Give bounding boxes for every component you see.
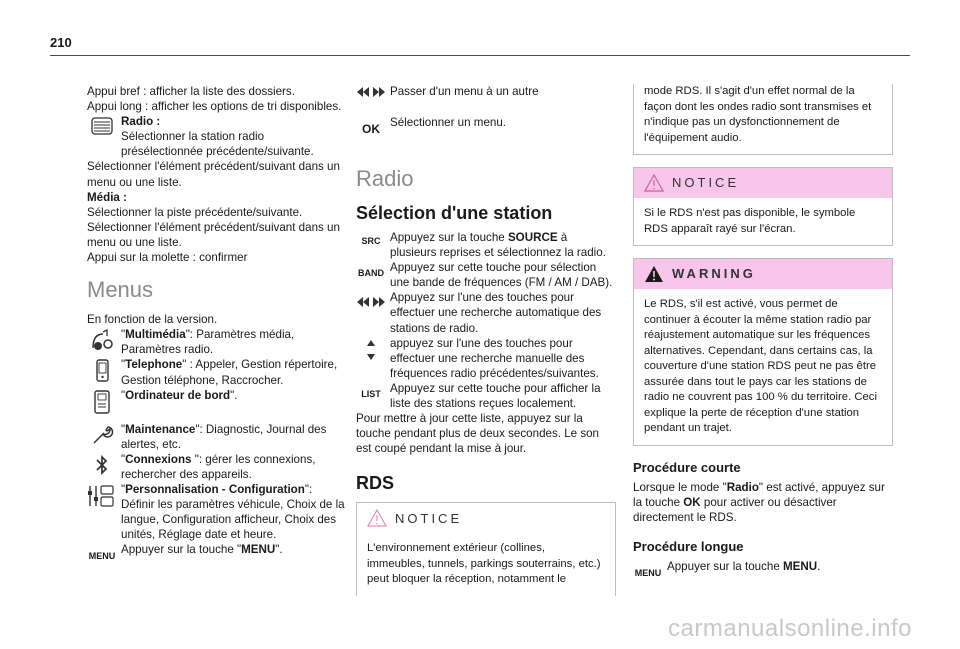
multimedia-icon xyxy=(87,328,117,352)
update-text: Pour mettre à jour cette liste, appuyez sur la touche pendant plus de deux secondes. Le son est coupé pendant la mise à jour. xyxy=(356,412,600,456)
scroll-wheel-icon xyxy=(87,115,117,139)
notice-box-continued xyxy=(633,84,893,155)
up-down-arrows-icon xyxy=(356,337,386,361)
source-key-icon: SRC xyxy=(361,236,381,246)
rds-heading: RDS xyxy=(356,473,395,494)
switch-menu-row xyxy=(356,84,616,109)
ok-text: Sélectionner un menu. xyxy=(390,116,507,129)
menu-item-connections: "Connexions ": gérer les connexions, rechercher des appareils. xyxy=(87,452,347,482)
notice-label-2: NOTICE xyxy=(672,175,740,191)
ok-key-icon: OK xyxy=(362,122,380,136)
multimedia-desc: ": Paramètres média, Paramètres radio. xyxy=(121,328,295,357)
menu-item-telephone: "Telephone" : Appeler, Gestion répertoire, Gestion téléphone, Raccrocher. xyxy=(87,357,347,387)
menu-key-icon: MENU xyxy=(88,551,116,562)
settings-panel-icon xyxy=(87,483,117,507)
source-label: SOURCE xyxy=(507,231,558,244)
page-number: 210 xyxy=(50,35,72,50)
long-procedure-row xyxy=(633,559,893,584)
telephone-label: Telephone xyxy=(125,358,183,372)
short-procedure-heading: Procédure courte xyxy=(633,459,741,475)
connections-label: Connexions xyxy=(125,452,195,466)
warning-label: WARNING xyxy=(672,266,756,282)
short-procedure-text: Lorsque le mode "Radio" est activé, appuyez sur la touche OK pour activer ou désactiver directement le RDS. xyxy=(633,480,885,524)
trip-computer-desc: ". xyxy=(230,388,238,402)
multimedia-label: Multimédia xyxy=(125,328,186,342)
seek-row xyxy=(356,290,616,335)
media-text: Sélectionner la piste précédente/suivante. xyxy=(87,205,303,219)
notice-triangle-icon xyxy=(644,174,664,192)
radio-list-text: Sélectionner l'élément précédent/suivant dans un menu ou une liste. xyxy=(87,160,340,189)
menu-key-icon-2: MENU xyxy=(634,567,662,578)
notice-rds-text: Si le RDS n'est pas disponible, le symbole RDS apparaît rayé sur l'écran. xyxy=(644,207,856,235)
bluetooth-icon xyxy=(87,453,117,477)
column-3 xyxy=(633,84,893,584)
menus-heading: Menus xyxy=(87,277,154,303)
band-key-icon: BAND xyxy=(358,268,384,279)
sort-long-press-text: Appui long : afficher les options de tri disponibles. xyxy=(87,100,342,114)
header-rule xyxy=(50,55,910,56)
notice-label: NOTICE xyxy=(395,510,463,526)
radio-text: Sélectionner la station radio présélectionnée précédente/suivante. xyxy=(121,130,314,159)
column-1 xyxy=(87,84,347,567)
switch-menu-text: Passer d'un menu à un autre xyxy=(390,85,539,98)
maintenance-desc: ": Diagnostic, Journal des alertes, etc. xyxy=(121,422,327,451)
phone-icon xyxy=(87,358,117,382)
personalisation-label: Personnalisation - Configuration xyxy=(125,482,305,496)
notice-text: L'environnement extérieur (collines, immeubles, tunnels, parkings souterrains, etc.) peut bloquer la réception, notamment le xyxy=(367,542,601,586)
personalisation-desc: ": Définir les paramètres véhicule, Choix de la langue, Configuration afficheur, Choix des unités, Réglage date et heure. xyxy=(121,482,345,542)
maintenance-label: Maintenance xyxy=(125,422,196,436)
manual-row xyxy=(356,336,616,381)
warning-icon xyxy=(644,265,664,283)
list-text: Appuyez sur cette touche pour afficher la liste des stations reçues localement. xyxy=(390,381,601,411)
long-procedure-text: Appuyer sur la touche MENU. xyxy=(667,559,821,573)
source-row: SRC Appuyez sur la touche SOURCE à plusieurs reprises et sélectionnez la radio. xyxy=(356,230,616,260)
notice-continued-text: mode RDS. Il s'agit d'un effet normal de la façon dont les ondes radio sont transmises et n'indique pas un dysfonctionnement de l'équipement audio. xyxy=(644,85,872,144)
menu-item-maintenance: "Maintenance": Diagnostic, Journal des alertes, etc. xyxy=(87,422,347,452)
wrench-icon xyxy=(87,423,117,447)
seek-arrows-icon xyxy=(356,291,386,315)
seek-text: Appuyez sur l'une des touches pour effectuer une recherche automatique des stations de radio. xyxy=(390,291,602,335)
wheel-confirm-text: Appui sur la molette : confirmer xyxy=(87,251,248,265)
menu-item-personalisation: "Personnalisation - Configuration": Définir les paramètres véhicule, Choix de la langue, Configuration afficheur, Choix des unités, Réglage date et heure. xyxy=(87,482,347,542)
wheel-radio-row xyxy=(87,114,347,159)
band-row xyxy=(356,260,616,290)
warning-text: Le RDS, s'il est activé, vous permet de continuer à écouter la même station radio par réajustement automatique sur les fréquences alternatives. Cependant, dans certains cas, la couverture d'une station RDS peut ne pas être assurée dans tout le pays car les stations de radio ne couvrent pas 100 % du territoire. Ceci explique la perte de réception d'une station pendant un trajet. xyxy=(644,298,877,434)
notice-box-rds-unavailable xyxy=(633,167,893,246)
notice-box-rds xyxy=(356,502,616,596)
band-text: Appuyez sur cette touche pour sélection une bande de fréquences (FM / AM / DAB). xyxy=(390,261,613,290)
column-2 xyxy=(356,84,616,608)
radio-heading: Radio xyxy=(356,166,414,191)
manual-text: appuyez sur l'une des touches pour effectuer une recherche manuelle des fréquences radio précédentes/suivantes. xyxy=(390,336,599,380)
folder-short-press-text: Appui bref : afficher la liste des dossiers. xyxy=(87,85,295,98)
telephone-desc: " : Appeler, Gestion répertoire, Gestion téléphone, Raccrocher. xyxy=(121,358,338,387)
warning-triangle-icon xyxy=(367,509,387,527)
long-procedure-heading: Procédure longue xyxy=(633,538,744,554)
menu-press-row: MENU Appuyer sur la touche "MENU". xyxy=(87,542,347,567)
menu-item-multimedia: "Multimédia": Paramètres média, Paramètres radio. xyxy=(87,327,347,357)
connections-desc: ": gérer les connexions, rechercher des appareils. xyxy=(121,452,316,481)
ok-row xyxy=(356,115,616,140)
trip-computer-icon xyxy=(87,389,117,413)
media-list-text: Sélectionner l'élément précédent/suivant dans un menu ou une liste. xyxy=(87,220,340,249)
version-text: En fonction de la version. xyxy=(87,313,218,327)
selection-heading: Sélection d'une station xyxy=(356,203,553,223)
radio-label: Radio : xyxy=(121,115,161,129)
list-key-icon: LIST xyxy=(361,388,381,399)
media-label: Média : xyxy=(87,190,127,204)
warning-box xyxy=(633,258,893,446)
menu-item-trip-computer: "Ordinateur de bord". xyxy=(87,388,347,413)
menu-press-text: Appuyer sur la touche " xyxy=(121,543,242,557)
watermark: carmanualsonline.info xyxy=(668,615,912,642)
trip-computer-label: Ordinateur de bord xyxy=(125,388,231,402)
list-row xyxy=(356,381,616,411)
left-right-arrows-icon xyxy=(356,85,386,109)
